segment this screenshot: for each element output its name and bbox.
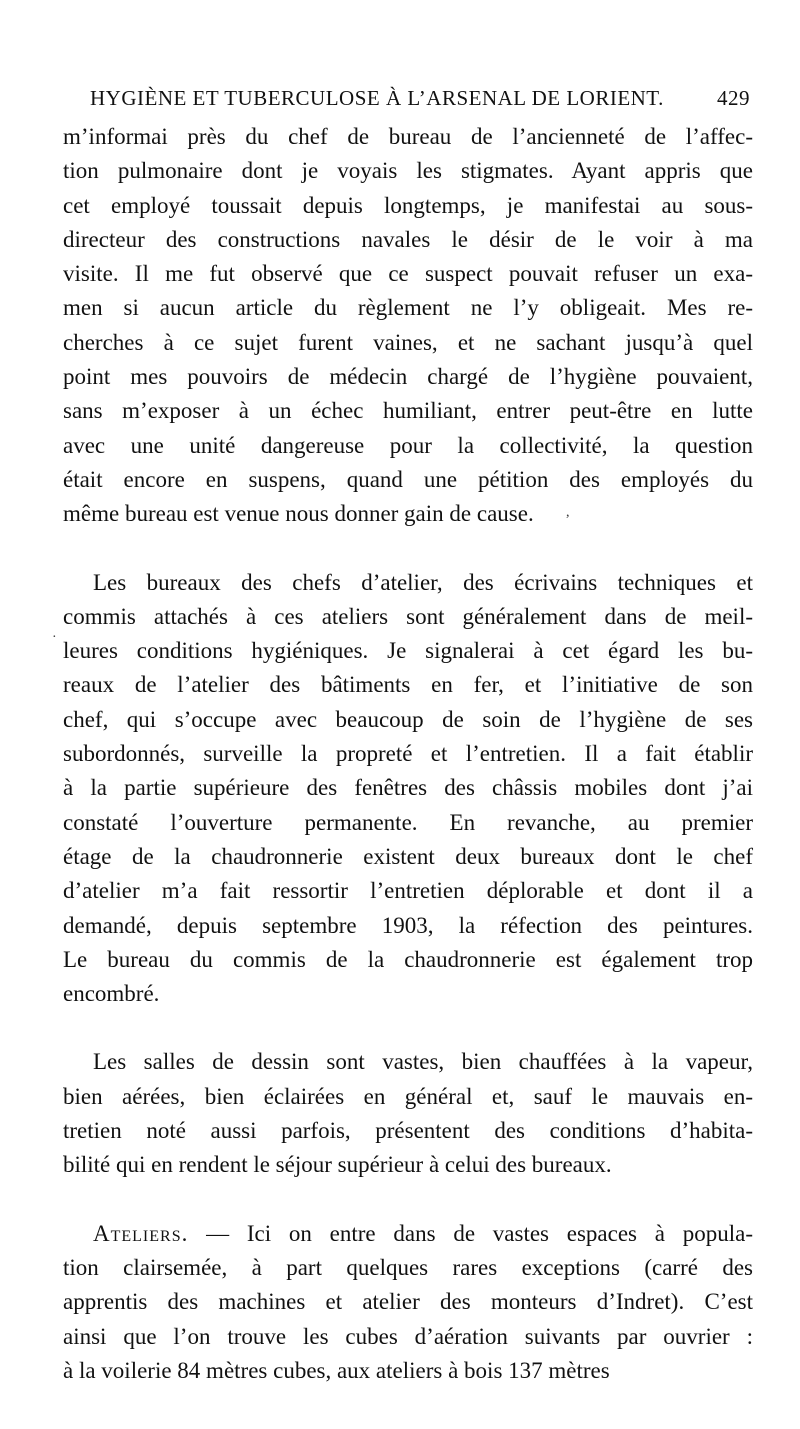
text-line: directeur des constructions navales le désir de le voir à ma — [63, 226, 753, 252]
ink-speck: · — [52, 630, 57, 645]
text-line: subordonnés, surveille la propreté et l’entretien. Il a fait établir — [63, 741, 753, 767]
text-line: d’atelier m’a fait ressortir l’entretien déplorable et dont il a — [63, 878, 753, 904]
text-line: bien aérées, bien éclairées en général et, sauf le mauvais en- — [63, 1083, 753, 1109]
text-line: ainsi que l’on trouve les cubes d’aération suivants par ouvrier : — [63, 1323, 753, 1349]
text-line: visite. Il me fut observé que ce suspect pouvait refuser un exa- — [63, 261, 753, 287]
text-line: m’informai près du chef de bureau de l’ancienneté de l’affec- — [63, 124, 753, 149]
running-header — [90, 86, 750, 116]
text-line: Les salles de dessin sont vastes, bien chauffées à la vapeur, — [93, 1049, 753, 1075]
text-line: demandé, depuis septembre 1903, la réfection des peintures. — [63, 912, 753, 938]
text-line: à la voilerie 84 mètres cubes, aux ateliers à bois 137 mètres — [63, 1357, 610, 1383]
text-line: Les bureaux des chefs d’atelier, des écrivains techniques et — [93, 569, 753, 595]
section-lead: Ateliers. — [93, 1220, 189, 1246]
running-title: HYGIÈNE ET TUBERCULOSE À L’ARSENAL DE LORIENT. — [90, 86, 664, 110]
text-line: leures conditions hygiéniques. Je signalerai à cet égard les bu- — [63, 638, 753, 664]
text-line: tion clairsemée, à part quelques rares exceptions (carré des — [63, 1254, 753, 1280]
page-number: 429 — [717, 86, 750, 110]
paragraph-4 — [63, 1217, 753, 1388]
text-line-rest: — Ici on entre dans de vastes espaces à popula- — [188, 1220, 753, 1246]
text-line: à la partie supérieure des fenêtres des châssis mobiles dont j’ai — [63, 775, 753, 801]
paragraph-2 — [63, 566, 753, 1012]
text-line: men si aucun article du règlement ne l’y obligeait. Mes re- — [63, 295, 753, 321]
text-line: reaux de l’atelier des bâtiments en fer, et l’initiative de son — [63, 672, 753, 698]
text-line: avec une unité dangereuse pour la collectivité, la question — [63, 432, 753, 458]
text-line: encombré. — [63, 981, 160, 1007]
body-text — [63, 120, 753, 1388]
text-line: étage de la chaudronnerie existent deux bureaux dont le chef — [63, 843, 753, 869]
paragraph-3 — [63, 1045, 753, 1182]
text-line: même bureau est venue nous donner gain de cause. — [63, 501, 534, 527]
text-line: cet employé toussait depuis longtemps, je manifestai au sous- — [63, 192, 753, 218]
text-line: constaté l’ouverture permanente. En revanche, au premier — [63, 809, 753, 835]
text-line: commis attachés à ces ateliers sont généralement dans de meil- — [63, 603, 753, 629]
text-line: cherches à ce sujet furent vaines, et ne sachant jusqu’à quel — [63, 329, 753, 355]
paragraph-1 — [63, 120, 753, 532]
text-line: Le bureau du commis de la chaudronnerie est également trop — [63, 946, 753, 972]
text-line: était encore en suspens, quand une pétition des employés du — [63, 466, 753, 492]
text-line: bilité qui en rendent le séjour supérieur à celui des bureaux. — [63, 1152, 612, 1178]
text-line: apprentis des machines et atelier des monteurs d’Indret). C’est — [63, 1289, 753, 1315]
text-line: chef, qui s’occupe avec beaucoup de soin de l’hygiène de ses — [63, 706, 753, 732]
text-line: sans m’exposer à un échec humiliant, entrer peut-être en lutte — [63, 398, 753, 424]
text-line: point mes pouvoirs de médecin chargé de l’hygiène pouvaient, — [63, 364, 753, 390]
text-line: tretien noté aussi parfois, présentent des conditions d’habita- — [63, 1118, 753, 1144]
ink-speck: , — [566, 505, 570, 520]
text-line — [63, 1217, 753, 1251]
text-line: tion pulmonaire dont je voyais les stigmates. Ayant appris que — [63, 158, 753, 184]
